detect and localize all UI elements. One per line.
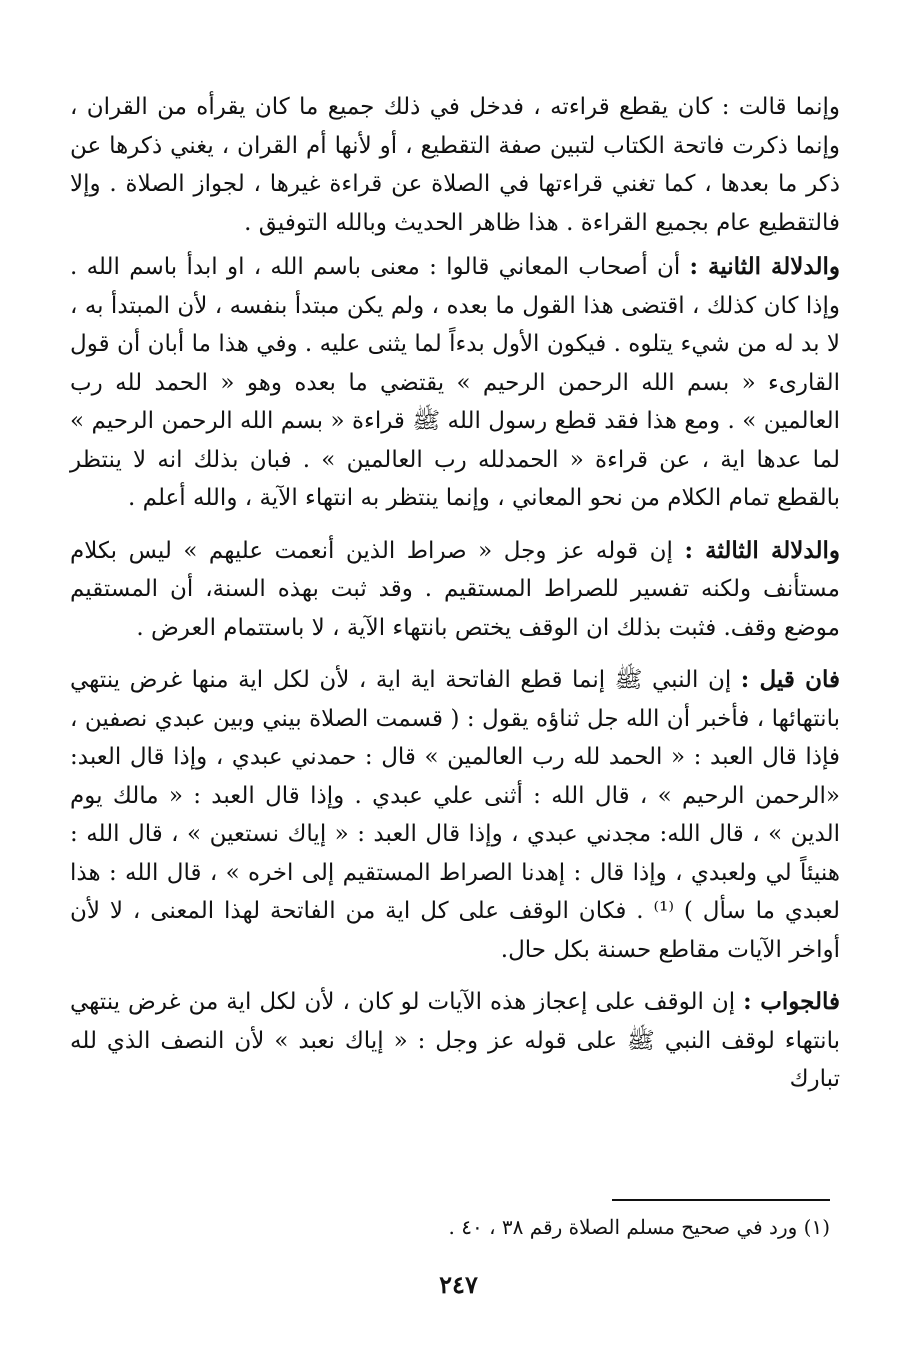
paragraph-text: وإنما قالت : كان يقطع قراءته ، فدخل في ذلك جميع ما كان يقرأه من القران ، وإنما ذكرت فاتحة الكتاب لتبين صفة التقطيع ، أو لأنها أم القران ، يغني ذكرها عن ذكر ما بعدها ، كما تغني قراءتها في الصلاة عن قراءة غيرها ، لجواز الصلاة . وإلا فالتقطيع عام بجميع القراءة . هذا ظاهر الحديث وبالله التوفيق .	[70, 94, 840, 236]
page-number: ٢٤٧	[439, 1270, 478, 1299]
paragraph-second-evidence	[70, 248, 840, 518]
paragraph-lead: فان قيل :	[740, 666, 840, 693]
paragraph-lead: والدلالة الثالثة :	[684, 536, 840, 564]
paragraph-text: إن النبي ﷺ إنما قطع الفاتحة اية اية ، لأن لكل اية منها غرض ينتهي بانتهائها ، فأخبر أن الله جل ثناؤه يقول : ( قسمت الصلاة بيني وبين عبدي نصفين ، فإذا قال العبد : « الحمد لله رب العالمين » قال : حمدني عبدي ، وإذا قال العبد: «الرحمن الرحيم » ، قال الله : أثنى علي عبدي . وإذا قال العبد : « مالك يوم الدين » ، قال الله: مجدني عبدي ، وإذا قال العبد : « إياك نستعين » ، قال الله : هنيئاً لي ولعبدي ، وإذا قال : إهدنا الصراط المستقيم إلى اخره » ، قال الله : هذا لعبدي ما سأل ) ⁽¹⁾ . فكان الوقف على كل اية من الفاتحة لهذا المعنى ، لا لأن أواخر الآيات مقاطع حسنة بكل حال.	[70, 667, 840, 963]
paragraph-text: أن أصحاب المعاني قالوا : معنى باسم الله ، او ابدأ باسم الله . وإذا كان كذلك ، اقتضى هذا القول ما بعده ، ولم يكن مبتدأ بنفسه ، لأن المبتدأ به ، لا بد له من شيء يتلوه . فيكون الأول بدءاً لما يثنى عليه . وفي هذا ما أبان أن قول القارىء « بسم الله الرحمن الرحيم » يقتضي ما بعده وهو « الحمد لله رب العالمين » . ومع هذا فقد قطع رسول الله ﷺ قراءة « بسم الله الرحمن الرحيم » لما عدها اية ، عن قراءة « الحمدلله رب العالمين » . فبان بذلك انه لا ينتظر بالقطع تمام الكلام من نحو المعاني ، وإنما ينتظر به انتهاء الآية ، والله أعلم .	[70, 254, 840, 511]
footnote-divider	[612, 1199, 830, 1201]
page-body	[70, 88, 840, 1099]
paragraph-objection	[70, 661, 840, 969]
paragraph-lead: فالجواب :	[743, 988, 840, 1015]
paragraph-text: إن الوقف على إعجاز هذه الآيات لو كان ، لأن لكل اية من غرض ينتهي بانتهاء لوقف النبي ﷺ على قوله عز وجل : « إياك نعبد » لأن النصف الذي لله تبارك	[70, 989, 840, 1092]
footnote: (١) ورد في صحيح مسلم الصلاة رقم ٣٨ ، ٤٠ .	[448, 1215, 830, 1239]
paragraph-third-evidence	[70, 532, 840, 648]
paragraph-intro	[70, 88, 840, 242]
paragraph-lead: والدلالة الثانية :	[689, 253, 841, 280]
paragraph-text: إن قوله عز وجل « صراط الذين أنعمت عليهم » ليس بكلام مستأنف ولكنه تفسير للصراط المستقيم . وقد ثبت بهذه السنة، أن المستقيم موضع وقف. فثبت بذلك ان الوقف يختص بانتهاء الآية ، لا باستتمام العرض .	[70, 537, 840, 641]
paragraph-answer	[70, 983, 840, 1099]
